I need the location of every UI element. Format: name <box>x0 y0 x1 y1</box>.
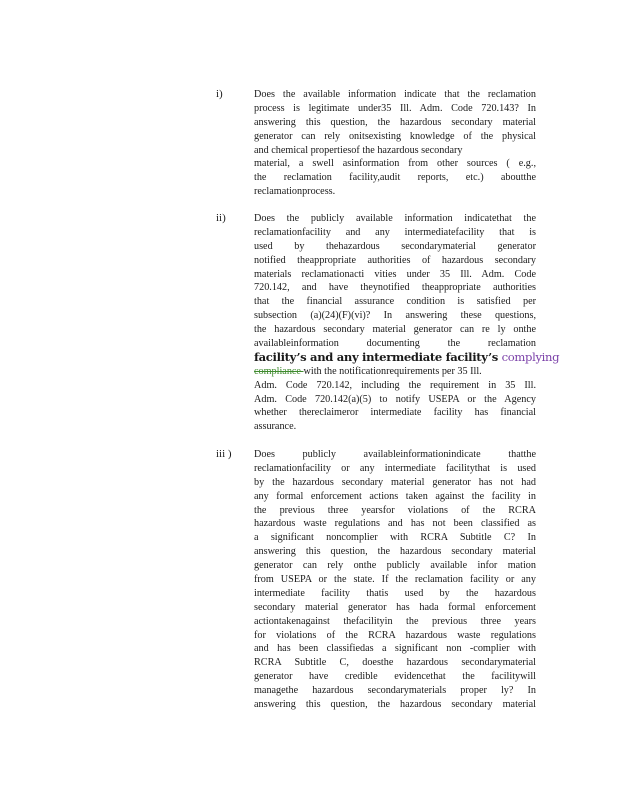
text-line: the reclamation facility,audit reports, etc.) aboutthe <box>254 172 536 184</box>
text-line: Adm. Code 720.142(a)(5) to notify USEPA or the Agency <box>254 393 536 405</box>
revision-line <box>254 349 560 365</box>
strike-line-rest: with the notificationrequirements per 35 Ill. <box>303 365 482 377</box>
inserted-text: complying <box>501 349 560 364</box>
text-line: assurance. <box>254 421 297 433</box>
revision-text: facility’s and any intermediate facility’s <box>254 349 498 364</box>
text-line: answering this question, the hazardous secondary material <box>254 116 536 128</box>
text-line: reclamationfacility and any intermediatefacility that is <box>254 226 536 238</box>
text-line: used by thehazardous secondarymaterial generator <box>254 240 536 252</box>
text-line: Adm. Code 720.142, including the requirement in 35 Ill. <box>254 379 536 391</box>
text-line: the hazardous secondary material generator can re ly onthe <box>254 324 536 336</box>
item-number: ii) <box>216 212 226 224</box>
text-line: generator can rely onthe publicly available infor mation <box>254 560 536 572</box>
deleted-text: compliance <box>254 365 304 377</box>
text-line: answering this question, the hazardous secondary material <box>254 546 536 558</box>
text-line: RCRA Subtitle C, doesthe hazardous secondarymaterial <box>254 657 536 669</box>
item-number: iii ) <box>216 448 232 460</box>
text-line: Does the publicly available information indicatethat the <box>254 213 536 224</box>
text-line: process is legitimate under35 Ill. Adm. Code 720.143? In <box>254 102 536 114</box>
text-line: notified theappropriate authorities of hazardous secondary <box>254 254 536 266</box>
text-line: 720.142, and have theynotified theappropriate authorities <box>254 282 536 294</box>
text-line: hazardous waste regulations and has not been classified as <box>254 518 536 530</box>
text-line: reclamationfacility or any intermediate facilitythat is used <box>254 462 536 474</box>
text-line: material, a swell asinformation from other sources ( e.g., <box>254 158 536 170</box>
text-line: secondary material generator has hada formal enforcement <box>254 601 536 613</box>
text-line: that the financial assurance condition is satisfied per <box>254 296 536 308</box>
text-line: answering this question, the hazardous secondary material <box>254 699 536 711</box>
text-line: the previous three yearsfor violations of the RCRA <box>254 504 536 516</box>
text-line: availableinformation documenting the reclamation <box>254 338 536 350</box>
text-line: whether thereclaimeror intermediate facility has financial <box>254 407 536 419</box>
text-line: and chemical propertiesof the hazardous secondary <box>254 144 463 156</box>
item-text <box>254 212 560 434</box>
item-number: i) <box>216 88 223 100</box>
item-text <box>254 88 536 199</box>
text-line: and has been classifiedas a significant non -complier with <box>254 643 536 655</box>
text-line: managethe hazardous secondarymaterials proper ly? In <box>254 685 536 697</box>
text-line: a significant noncomplier with RCRA Subtitle C? In <box>254 532 536 544</box>
text-line: actiontakenagainst thefacilityin the previous three years <box>254 615 536 627</box>
strike-line <box>254 365 536 379</box>
text-line: intermediate facility thatis used by the hazardous <box>254 587 536 599</box>
text-line: Does the available information indicate that the reclamation <box>254 89 536 100</box>
text-line: by the hazardous secondary material generator has not had <box>254 476 536 488</box>
text-line: materials reclamationacti vities under 35 Ill. Adm. Code <box>254 268 536 280</box>
text-line: Does publicly availableinformationindicate thatthe <box>254 449 536 460</box>
item-text <box>254 448 536 712</box>
text-line: reclamationprocess. <box>254 186 336 198</box>
text-line: generator have credible evidencethat the facilitywill <box>254 671 536 683</box>
text-line: from USEPA or the state. If the reclamation facility or any <box>254 574 536 586</box>
text-line: generator can rely onitsexisting knowledge of the physical <box>254 130 536 142</box>
text-line: subsection (a)(24)(F)(vi)? In answering these questions, <box>254 310 536 322</box>
text-line: any formal enforcement actions taken against the facility in <box>254 490 536 502</box>
text-line: for violations of the RCRA hazardous waste regulations <box>254 629 536 641</box>
